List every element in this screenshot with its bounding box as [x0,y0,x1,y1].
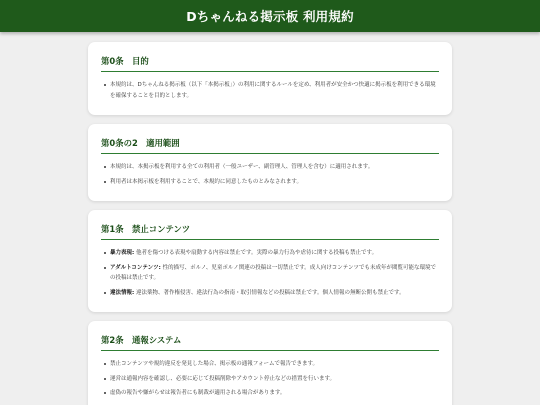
item-text: 利用者は本掲示板を利用することで、本規約に同意したものとみなされます。 [110,178,302,185]
item-text: 他者を傷つける表現や扇動する内容は禁止です。実際の暴力行為や虐待に関する投稿も禁止です。 [134,250,378,256]
section-heading: 第0条 目的 [101,55,439,72]
item-text: 本規約は、本掲示板を利用する全ての利用者（一般ユーザー、副管理人、管理人を含む）に適用されます。 [110,164,374,170]
section-purpose [88,42,452,115]
list-item [101,248,439,259]
list-item [101,388,439,399]
item-term: 暴力表現: [110,250,135,256]
item-term: 違法情報: [110,289,135,296]
list-item [101,80,439,101]
section-report-system [88,321,452,405]
list-item [101,162,439,173]
terms-content [88,42,452,405]
item-text: 違法薬物、著作権侵害、違法行為の指南・取引情報などの投稿は禁止です。個人情報の無断公開も禁止です。 [134,289,405,296]
section-list [101,80,439,101]
list-item [101,177,439,188]
section-heading: 第1条 禁止コンテンツ [101,223,439,240]
section-list [101,248,439,298]
item-text: 本規約は、Dちゃんねる掲示板（以下「本掲示板」）の利用に関するルールを定め、利用者が安全かつ快適に掲示板を利用できる環境を確保することを目的とします。 [110,82,436,99]
section-heading: 第0条の2 適用範囲 [101,137,439,154]
section-list [101,162,439,187]
section-scope [88,124,452,201]
item-text: 性的描写、ポルノ、児童ポルノ関連の投稿は一切禁止です。成人向けコンテンツでも未成年が閲覧可能な環境での投稿は禁止です。 [110,264,436,281]
page-header [0,0,540,32]
page-title: Dちゃんねる掲示板 利用規約 [186,9,354,24]
section-prohibited-content [88,210,452,312]
section-heading: 第2条 通報システム [101,334,439,351]
item-text: 禁止コンテンツや規約違反を発見した場合、掲示板の通報フォームで報告できます。 [110,361,319,367]
section-list [101,359,439,399]
item-term: アダルトコンテンツ: [110,264,161,271]
item-text: 虚偽の報告や嫌がらせは報告者にも制裁が適用される場合があります。 [110,390,286,396]
list-item [101,359,439,370]
list-item [101,288,439,299]
list-item [101,263,439,284]
list-item [101,374,439,385]
item-text: 運営は通報内容を確認し、必要に応じて投稿削除やアカウント停止などの措置を行います。 [110,375,336,382]
